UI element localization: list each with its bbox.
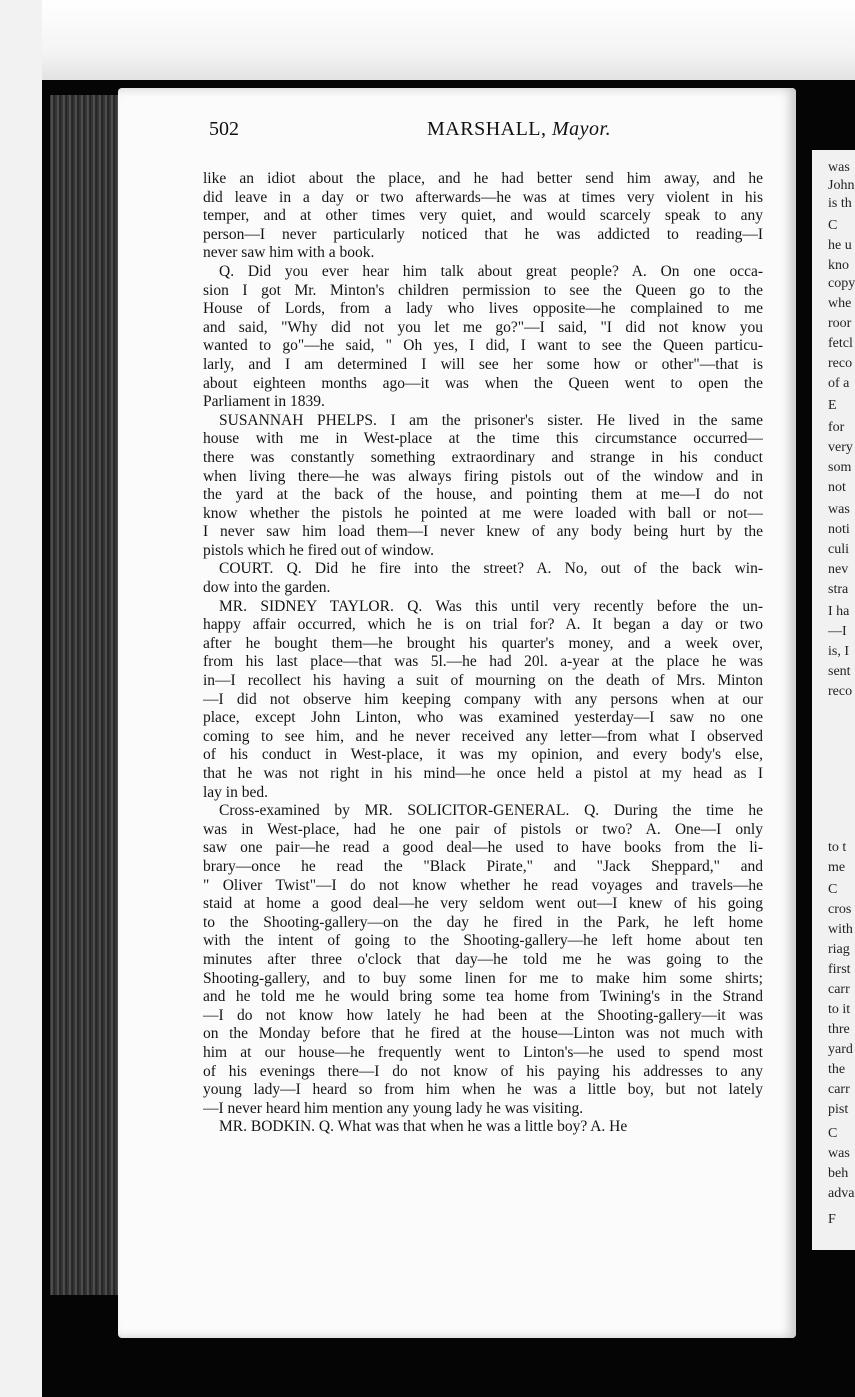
text-line: know whether the pistols he pointed at me were loaded with ball or not— — [203, 504, 763, 522]
book-page-edges — [50, 95, 120, 1295]
facing-page-fragment: reco — [828, 356, 853, 371]
text-line: brary—once he read the "Black Pirate," and "Jack Sheppard," and — [203, 857, 763, 875]
facing-page-fragment: riag — [828, 942, 850, 957]
facing-page-fragment: with — [828, 922, 853, 937]
facing-page-fragment: he u — [828, 238, 852, 253]
text-line: did leave in a day or two afterwards—he was at times very violent in his — [203, 188, 763, 206]
facing-page-fragment: C — [828, 882, 838, 897]
facing-page-fragment: C — [828, 218, 838, 233]
text-line: COURT. Q. Did he fire into the street? A. No, out of the back win- — [219, 560, 763, 578]
text-line: staid at home a good deal—he very seldom went out—I knew of his going — [203, 895, 763, 913]
facing-page-fragment: thre — [828, 1022, 850, 1037]
facing-page-fragment: was — [828, 1146, 850, 1161]
text-line: —I do not know how lately he had been at the Shooting-gallery—it was — [203, 1006, 763, 1024]
facing-page-fragment: was — [828, 502, 850, 517]
text-line: lay in bed. — [203, 783, 268, 801]
facing-page-fragment: was — [828, 160, 850, 175]
text-line: —I did not observe him keeping company with any persons when at our — [203, 690, 763, 708]
text-line: about eighteen months ago—it was when the Queen went to open the — [203, 374, 763, 392]
text-line: person—I never particularly noticed that he was addicted to reading—I — [203, 225, 763, 243]
text-line: coming to see him, and he never received any letter—from what I observed — [203, 727, 763, 745]
facing-page-fragment: noti — [828, 522, 850, 537]
running-head — [427, 118, 611, 141]
text-line: from his last place—that was 5l.—he had 20l. a-year at the place he was — [203, 653, 763, 671]
text-line: with the intent of going to the Shooting-gallery—he left home about ten — [203, 932, 763, 950]
text-line: dow into the garden. — [203, 579, 331, 597]
text-line: was in West-place, had he one pair of pistols or two? A. One—I only — [203, 820, 763, 838]
facing-page-fragment: adva — [828, 1186, 855, 1201]
text-line: to the Shooting-gallery—on the day he fired in the Park, he left home — [203, 913, 763, 931]
facing-page-fragment: sent — [828, 664, 851, 679]
facing-page-edge — [812, 150, 855, 1250]
text-line: place, except John Linton, who was examined yesterday—I saw no one — [203, 709, 763, 727]
facing-page-fragment: cros — [828, 902, 852, 917]
running-head-title: Mayor. — [552, 118, 612, 140]
facing-page-fragment: roor — [828, 316, 852, 331]
facing-page-fragment: —I — [828, 624, 847, 639]
text-line: when living there—he was always firing pistols out of the window and in — [203, 467, 763, 485]
facing-page-fragment: C — [828, 1126, 838, 1141]
page-number: 502 — [209, 118, 239, 140]
facing-page-fragment: very — [828, 440, 853, 455]
scan-left-edge — [0, 0, 42, 1397]
facing-page-fragment: culi — [828, 542, 849, 557]
text-line: the yard at the back of the house, and pointing them at me—I do not — [203, 486, 763, 504]
facing-page-fragment: not — [828, 480, 846, 495]
transcript-body — [203, 170, 763, 1137]
text-line: wanted to go"—he said, " Oh yes, I did, I want to see the Queen particu- — [203, 337, 763, 355]
facing-page-fragment: fetcl — [828, 336, 853, 351]
page-header — [209, 118, 764, 148]
facing-page-fragment: is th — [828, 196, 852, 211]
facing-page-fragment: E — [828, 398, 837, 413]
text-line: and said, "Why did not you let me go?"—I said, "I did not know you — [203, 318, 763, 336]
facing-page-fragment: to it — [828, 1002, 851, 1017]
text-line: Parliament in 1839. — [203, 393, 325, 411]
text-line: after he bought them—he brought his quarter's money, and a week over, — [203, 634, 763, 652]
running-head-name: MARSHALL, — [427, 118, 547, 140]
text-line: temper, and at other times very quiet, and would scarcely speak to any — [203, 207, 763, 225]
facing-page-fragment: I ha — [828, 604, 850, 619]
text-line: SUSANNAH PHELPS. I am the prisoner's sister. He lived in the same — [219, 411, 763, 429]
text-line: like an idiot about the place, and he had better send him away, and he — [203, 170, 763, 187]
facing-page-fragment: whe — [828, 296, 852, 311]
facing-page-fragment: beh — [828, 1166, 849, 1181]
text-line: him at our house—he frequently went to Linton's—he used to spend most — [203, 1043, 763, 1061]
facing-page-fragment: stra — [828, 582, 849, 597]
text-line: House of Lords, from a lady who lives opposite—he complained to me — [203, 300, 763, 318]
facing-page-fragment: John — [828, 178, 855, 193]
facing-page-fragment: som — [828, 460, 852, 475]
facing-page-fragment: kno — [828, 258, 849, 273]
facing-page-fragment: carr — [828, 982, 850, 997]
text-line: " Oliver Twist"—I do not know whether he read voyages and travels—he — [203, 876, 763, 894]
facing-page-fragment: pist — [828, 1102, 849, 1117]
text-line: of his conduct in West-place, it was my opinion, and every body's else, — [203, 746, 763, 764]
text-line: on the Monday before that he fired at the house—Linton was not much with — [203, 1025, 763, 1043]
text-line: sion I got Mr. Minton's children permission to see the Queen go to the — [203, 281, 763, 299]
text-line: Shooting-gallery, and to buy some linen for me to make him some shirts; — [203, 969, 763, 987]
facing-page-fragment: F — [828, 1212, 836, 1227]
text-line: there was constantly something extraordinary and strange in his conduct — [203, 448, 763, 466]
text-line: and he told me he would bring some tea home from Twining's in the Strand — [203, 988, 763, 1006]
facing-page-fragment: yard — [828, 1042, 853, 1057]
facing-page-fragment: carr — [828, 1082, 850, 1097]
facing-page-fragment: copy — [828, 276, 855, 291]
text-line: —I never heard him mention any young lady he was visiting. — [203, 1099, 584, 1117]
text-line: saw one pair—he read a good deal—he used to have books from the li- — [203, 839, 763, 857]
text-line: never saw him with a book. — [203, 244, 375, 262]
facing-page-fragment: to t — [828, 840, 847, 855]
text-line: of his evenings there—I do not know of his paying his addresses to any — [203, 1062, 763, 1080]
text-line: Cross-examined by MR. SOLICITOR-GENERAL. Q. During the time he — [219, 802, 763, 820]
text-line: MR. SIDNEY TAYLOR. Q. Was this until very recently before the un- — [219, 597, 763, 615]
facing-page-fragment: nev — [828, 562, 849, 577]
text-line: that he was not right in his mind—he once held a pistol at my head as I — [203, 765, 763, 782]
facing-page-fragment: first — [828, 962, 851, 977]
text-line: minutes after three o'clock that day—he told me he was going to the — [203, 950, 763, 968]
facing-page-fragment: of a — [828, 376, 850, 391]
text-line: house with me in West-place at the time this circumstance occurred— — [203, 430, 763, 448]
facing-page-fragment: is, I — [828, 644, 849, 659]
facing-page-fragment: for — [828, 420, 845, 435]
facing-page-fragment: reco — [828, 684, 853, 699]
text-line: pistols which he fired out of window. — [203, 541, 435, 559]
text-line: happy affair occurred, which he is on trial for? A. It began a day or two — [203, 616, 763, 634]
facing-page-fragment: me — [828, 860, 846, 875]
text-line: I never saw him load them—I never knew of any body being hurt by the — [203, 523, 763, 541]
facing-page-fragment: the — [828, 1062, 846, 1077]
text-line: young lady—I heard so from him when he was a little boy, but not lately — [203, 1081, 763, 1099]
text-line: MR. BODKIN. Q. What was that when he was a little boy? A. He — [219, 1118, 628, 1136]
text-line: Q. Did you ever hear him talk about great people? A. On one occa- — [219, 262, 763, 280]
text-line: larly, and I am determined I will see her some how or other"—that is — [203, 355, 763, 373]
text-line: in—I recollect his having a suit of mourning on the death of Mrs. Minton — [203, 672, 763, 690]
